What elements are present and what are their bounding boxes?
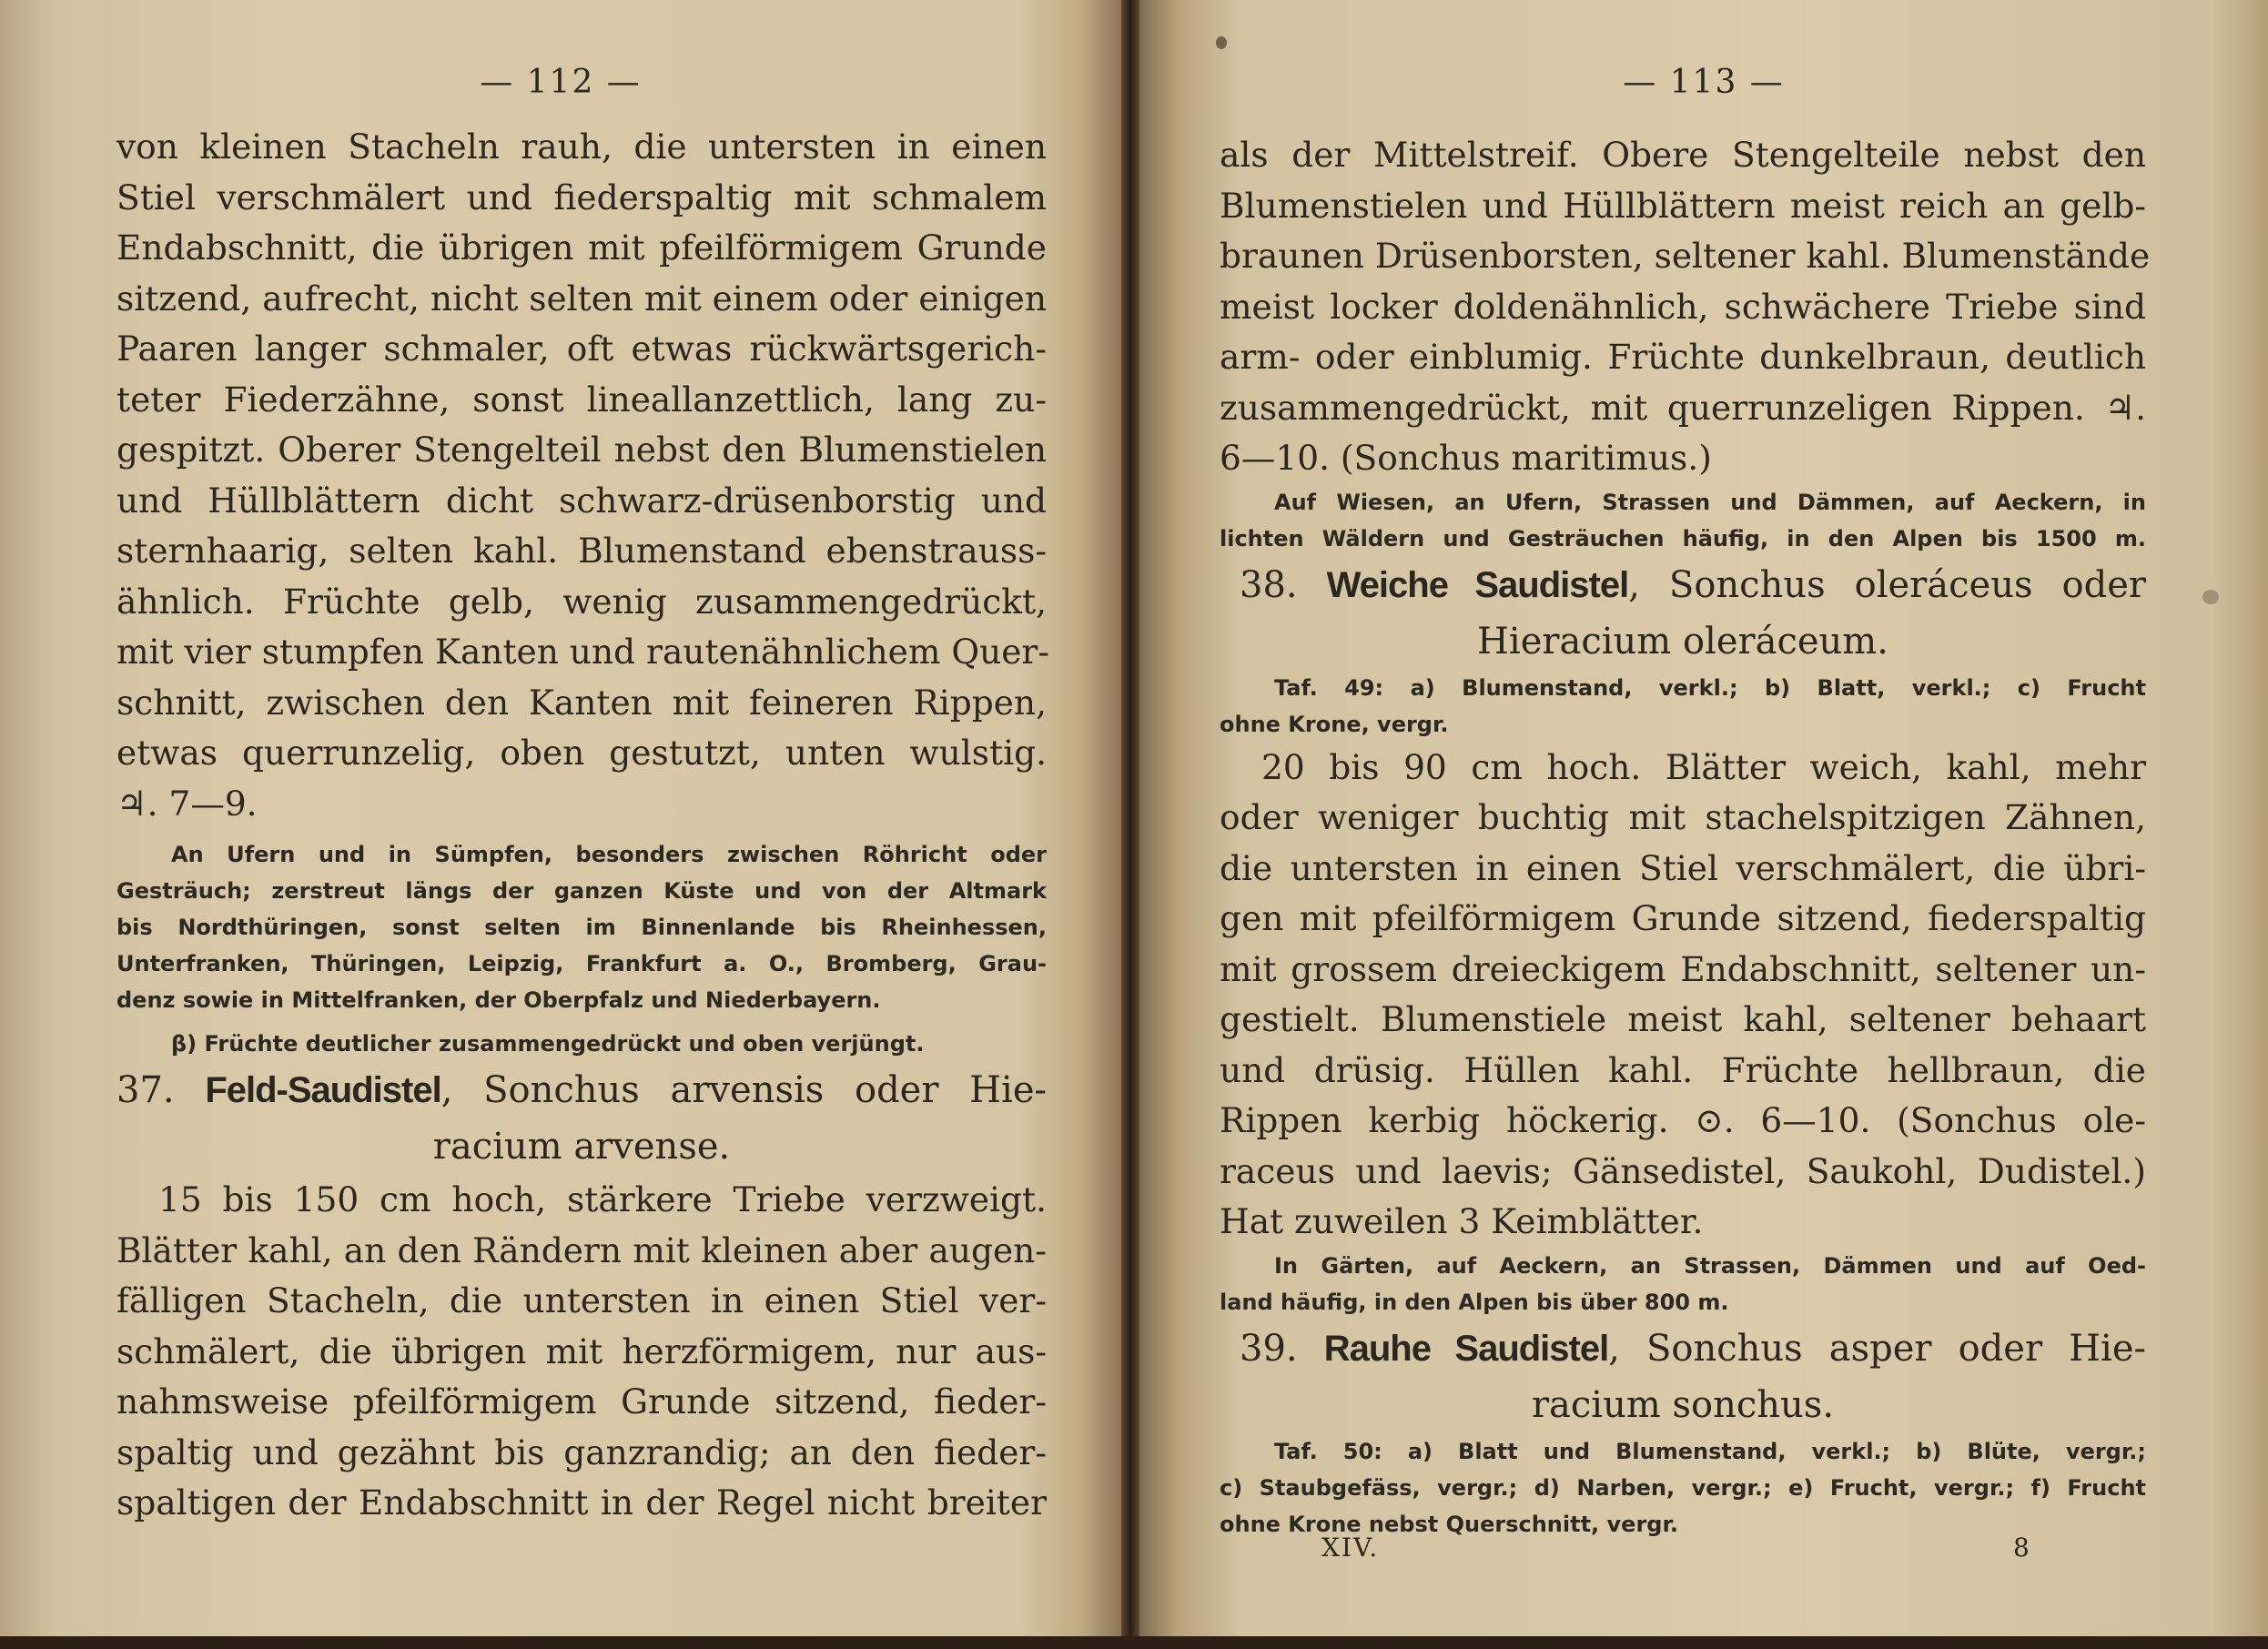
habitat-note: bis Nordthüringen, sonst selten im Binnenlande bis Rheinhessen, xyxy=(116,915,1047,940)
page-number: — 113 — xyxy=(1623,64,1785,101)
species-synonyms: , Sonchus arvensis oder Hie- xyxy=(440,1069,1048,1111)
text-line: braunen Drüsenborsten, seltener kahl. Blumenstände xyxy=(1220,236,2151,276)
text-line: von kleinen Stacheln rauh, die untersten in einen xyxy=(116,126,1047,167)
species-name: Rauhe Saudistel xyxy=(1323,1328,1609,1369)
text-line: Endabschnitt, die übrigen mit pfeilförmigem Grunde xyxy=(116,228,1047,268)
text-line: mit grossem dreieckigem Endabschnitt, seltener un- xyxy=(1220,948,2146,989)
book-gutter xyxy=(1121,0,1139,1649)
entry-number: 39. xyxy=(1240,1327,1298,1370)
right-page-text xyxy=(1220,130,2151,1543)
plate-reference: c) Staubgefäss, vergr.; d) Narben, vergr.; e) Frucht, vergr.; f) Frucht xyxy=(1220,1474,2146,1501)
entry-37-heading-cont: racium arvense. xyxy=(432,1126,731,1168)
text-line: nahmsweise pfeilförmigem Grunde sitzend, fieder- xyxy=(116,1381,1047,1421)
text-line: oder weniger buchtig mit stachelspitzigen Zähnen, xyxy=(1220,797,2146,837)
plate-text: : a) Blumenstand, verkl.; b) Blatt, verkl.; c) Frucht xyxy=(1374,674,2146,701)
plate-reference xyxy=(1220,1433,2146,1470)
text-line: 15 bis 150 cm hoch, stärkere Triebe verzweigt. xyxy=(158,1179,1047,1219)
text-line: fälligen Stacheln, die untersten in einen Stiel ver- xyxy=(116,1280,1047,1320)
species-synonyms: , Sonchus oleráceus oder xyxy=(1628,563,2147,606)
text-line: mit vier stumpfen Kanten und rautenähnlichem Quer- xyxy=(116,632,1050,672)
text-line: als der Mittelstreif. Obere Stengelteile nebst den xyxy=(1220,135,2146,175)
entry-38-heading xyxy=(1220,557,2146,613)
ink-spot xyxy=(1216,36,1227,49)
entry-number: 38. xyxy=(1240,563,1298,606)
plate-label: Taf. 50 xyxy=(1274,1438,1374,1464)
plate-reference: ohne Krone, vergr. xyxy=(1220,711,1449,737)
entry-39-heading-cont: racium sonchus. xyxy=(1531,1383,1835,1426)
species-name: Weiche Saudistel xyxy=(1326,564,1629,605)
habitat-note: lichten Wäldern und Gesträuchen häufig, in den Alpen bis 1500 m. xyxy=(1220,525,2146,551)
text-line: die untersten in einen Stiel verschmälert, die übri- xyxy=(1220,847,2146,888)
habitat-note: land häufig, in den Alpen bis über 800 m. xyxy=(1220,1289,1729,1315)
text-line: Rippen kerbig höckerig. ⊙. 6—10. (Sonchus ole- xyxy=(1220,1100,2146,1140)
text-line: Hat zuweilen 3 Keimblätter. xyxy=(1220,1201,1704,1241)
entry-number: 37. xyxy=(116,1069,175,1111)
text-line: sitzend, aufrecht, nicht selten mit einem oder einigen xyxy=(116,278,1047,319)
right-page xyxy=(1139,0,2268,1649)
plate-reference: ohne Krone nebst Querschnitt, vergr. xyxy=(1220,1511,1678,1537)
text-line: Paaren langer schmaler, oft etwas rückwärtsgerich- xyxy=(116,329,1047,369)
entry-39-heading xyxy=(1220,1320,2146,1377)
text-line: meist locker doldenähnlich, schwächere Triebe sind xyxy=(1220,286,2146,327)
text-line: zusammengedrückt, mit querrunzeligen Rippen. ♃. xyxy=(1220,387,2146,428)
text-line: Blumenstielen und Hüllblättern meist reich an gelb- xyxy=(1220,185,2146,226)
text-line: spaltigen der Endabschnitt in der Regel nicht breiter xyxy=(116,1482,1047,1523)
text-line: arm- oder einblumig. Früchte dunkelbraun, deutlich xyxy=(1220,337,2146,377)
text-line: ♃. 7—9. xyxy=(116,783,258,824)
text-line: gen mit pfeilförmigem Grunde sitzend, fiederspaltig xyxy=(1220,898,2146,938)
left-page-text xyxy=(116,122,1050,1529)
text-line: raceus und laevis; Gänsedistel, Saukohl, Dudistel.) xyxy=(1220,1150,2146,1191)
text-line: schnitt, zwischen den Kanten mit feineren Rippen, xyxy=(116,682,1047,723)
text-line: teter Fiederzähne, sonst lineallanzettlich, lang zu- xyxy=(116,379,1047,420)
text-line: und Hüllblättern dicht schwarz-drüsenborstig und xyxy=(116,480,1047,521)
text-line: ähnlich. Früchte gelb, wenig zusammengedrückt, xyxy=(116,581,1047,622)
habitat-note: Unterfranken, Thüringen, Leipzig, Frankfurt a. O., Bromberg, Grau- xyxy=(116,951,1047,976)
species-name: Feld-Saudistel xyxy=(205,1070,441,1110)
habitat-note: Gesträuch; zerstreut längs der ganzen Küste und von der Altmark xyxy=(116,878,1047,904)
habitat-note: Auf Wiesen, an Ufern, Strassen und Dämmen, auf Aeckern, in xyxy=(1274,489,2146,515)
plate-reference xyxy=(1220,670,2146,706)
text-line: Stiel verschmälert und fiederspaltig mit schmalem xyxy=(116,177,1047,218)
text-line: gestielt. Blumenstiele meist kahl, seltener behaart xyxy=(1220,999,2146,1039)
plate-label: Taf. 49 xyxy=(1274,674,1375,701)
text-line: Blätter kahl, an den Rändern mit kleinen aber augen- xyxy=(116,1229,1047,1270)
text-line: schmälert, die übrigen mit herzförmigem, nur aus- xyxy=(116,1330,1047,1371)
entry-37-heading xyxy=(116,1062,1047,1118)
page-number: — 112 — xyxy=(480,64,642,101)
text-line: etwas querrunzelig, oben gestutzt, unten wulstig. xyxy=(116,733,1047,773)
text-line: 20 bis 90 cm hoch. Blätter weich, kahl, mehr xyxy=(1261,746,2146,787)
habitat-note: In Gärten, auf Aeckern, an Strassen, Dämmen und auf Oed- xyxy=(1274,1252,2146,1279)
signature-mark: XIV. xyxy=(1321,1533,1380,1563)
text-line: und drüsig. Hüllen kahl. Früchte hellbraun, die xyxy=(1220,1049,2146,1090)
text-line: 6—10. (Sonchus maritimus.) xyxy=(1220,438,1712,478)
text-line: spaltig und gezähnt bis ganzrandig; an den fieder- xyxy=(116,1431,1047,1472)
book-edge xyxy=(0,1636,2268,1649)
plate-text: : a) Blatt und Blumenstand, verkl.; b) Blüte, vergr.; xyxy=(1373,1438,2146,1464)
entry-38-heading-cont: Hieracium oleráceum. xyxy=(1477,620,1888,663)
folio-mark: 8 xyxy=(2013,1533,2031,1563)
ink-spot xyxy=(2202,590,2219,604)
text-line: sternhaarig, selten kahl. Blumenstand ebenstrauss- xyxy=(116,531,1047,571)
species-synonyms: , Sonchus asper oder Hie- xyxy=(1608,1327,2146,1370)
habitat-note: An Ufern und in Sümpfen, besonders zwischen Röhricht oder xyxy=(171,842,1047,867)
left-page xyxy=(0,0,1121,1649)
habitat-note: denz sowie in Mittelfranken, der Oberpfalz und Niederbayern. xyxy=(116,987,881,1013)
variety-note: β) Früchte deutlicher zusammengedrückt und oben verjüngt. xyxy=(171,1031,925,1057)
text-line: gespitzt. Oberer Stengelteil nebst den Blumenstielen xyxy=(116,430,1047,470)
